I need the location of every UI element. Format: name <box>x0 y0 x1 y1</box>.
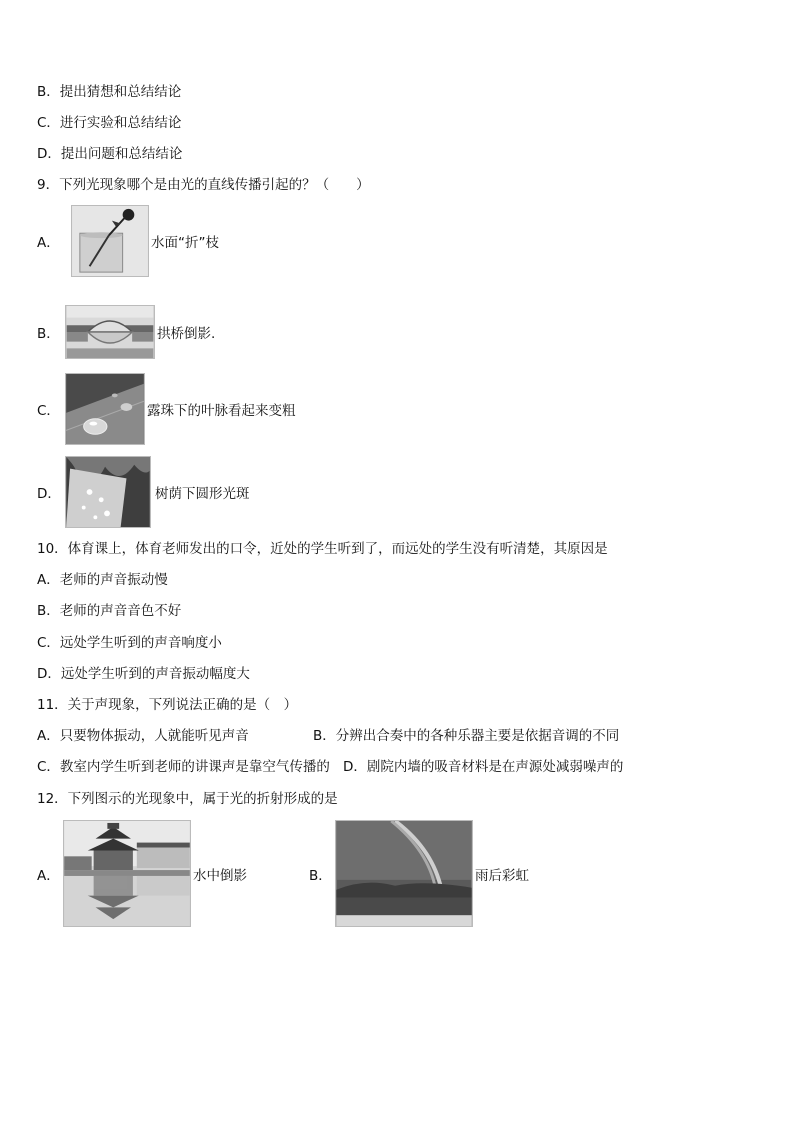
q12-option-a <box>37 820 529 927</box>
q8-option-c: C．进行实验和总结结论 <box>37 115 182 131</box>
q9-option-a-letter: A． <box>37 235 60 251</box>
q11-option-d: D．剧院内墙的吸音材料是在声源处减弱噪声的 <box>343 759 624 775</box>
q10-option-c: C．远处学生听到的声音响度小 <box>37 635 222 651</box>
q12-option-a-caption: 水中倒影 <box>193 867 247 884</box>
q9-option-b-caption: 拱桥倒影. <box>157 326 216 342</box>
dewdrop-on-leaf-image <box>65 373 145 445</box>
q8-option-b: B．提出猜想和总结结论 <box>37 84 182 100</box>
q9-option-c-caption: 露珠下的叶脉看起来变粗 <box>147 403 296 419</box>
q8-option-d: D．提出问题和总结结论 <box>37 146 183 162</box>
rainbow-image <box>335 820 473 927</box>
q9-option-c-letter: C． <box>37 403 60 419</box>
q10-option-d: D．远处学生听到的声音振动幅度大 <box>37 666 250 682</box>
q9-option-c <box>37 373 296 445</box>
q9-option-d-caption: 树荫下圆形光斑 <box>155 486 250 502</box>
q9-option-b <box>37 305 215 359</box>
q10-option-a: A．老师的声音振动慢 <box>37 572 168 588</box>
q12-option-a-letter: A． <box>37 867 60 884</box>
pagoda-reflection-image <box>63 820 191 927</box>
tree-shade-light-spots-image <box>65 456 151 528</box>
q11-option-b: B．分辨出合奏中的各种乐器主要是依据音调的不同 <box>313 728 620 744</box>
q12-option-b-letter: B． <box>309 867 332 884</box>
q11-option-a: A．只要物体振动，人就能听见声音 <box>37 728 249 744</box>
arch-bridge-reflection-image <box>65 305 155 359</box>
q11-stem: 11．关于声现象，下列说法正确的是（ ） <box>37 697 298 713</box>
q9-option-a-caption: 水面“折”枝 <box>151 235 219 251</box>
flower-in-water-image <box>71 205 149 277</box>
q10-option-b: B．老师的声音音色不好 <box>37 603 182 619</box>
q9-stem: 9．下列光现象哪个是由光的直线传播引起的？（ ） <box>37 177 370 193</box>
q9-option-d <box>37 456 250 528</box>
q11-option-c: C．教室内学生听到老师的讲课声是靠空气传播的 <box>37 759 330 775</box>
q10-stem: 10．体育课上，体育老师发出的口令，近处的学生听到了，而远处的学生没有听清楚，其原因是 <box>37 541 608 557</box>
q12-stem: 12．下列图示的光现象中，属于光的折射形成的是 <box>37 791 338 807</box>
q9-option-a <box>37 205 219 277</box>
q9-option-b-letter: B． <box>37 326 60 342</box>
q12-option-b-caption: 雨后彩虹 <box>475 867 529 884</box>
q9-option-d-letter: D． <box>37 486 61 502</box>
